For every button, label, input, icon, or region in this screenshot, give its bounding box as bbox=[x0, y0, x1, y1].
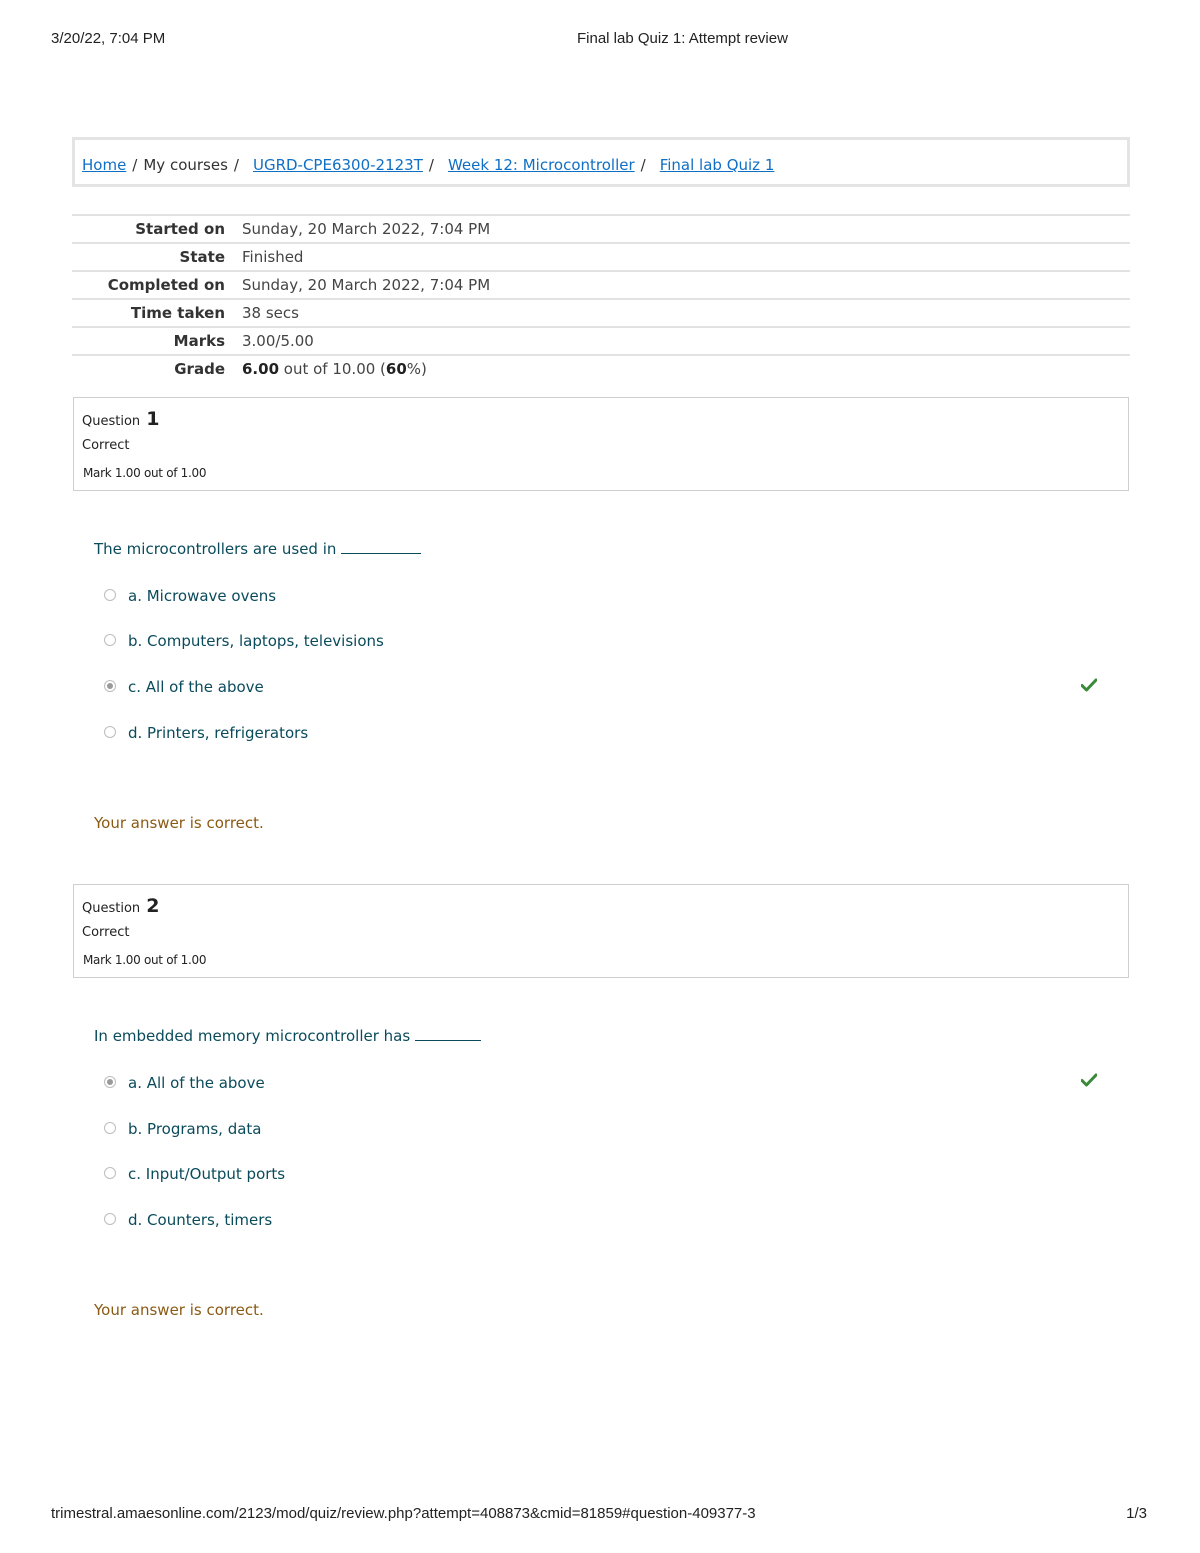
radio-button[interactable] bbox=[104, 1122, 116, 1134]
question-state: Correct bbox=[82, 438, 130, 453]
breadcrumb-separator: / bbox=[233, 156, 239, 174]
answer-option-label: c. All of the above bbox=[128, 678, 264, 696]
answer-blank bbox=[415, 1025, 481, 1041]
summary-row-completed bbox=[72, 271, 1130, 299]
summary-value bbox=[225, 355, 1130, 382]
answer-option-label: b. Computers, laptops, televisions bbox=[128, 632, 384, 650]
radio-button[interactable] bbox=[104, 1213, 116, 1225]
breadcrumb-my-courses: My courses bbox=[143, 156, 228, 174]
summary-label: Completed on bbox=[107, 276, 225, 294]
radio-button[interactable] bbox=[104, 589, 116, 601]
question-text bbox=[94, 1025, 481, 1045]
print-date: 3/20/22, 7:04 PM bbox=[51, 30, 166, 47]
answer-option-label: d. Printers, refrigerators bbox=[128, 724, 309, 742]
question-number-value: 1 bbox=[146, 408, 160, 430]
question-number bbox=[82, 895, 160, 917]
breadcrumb-separator: / bbox=[132, 156, 138, 174]
attempt-summary-table bbox=[72, 214, 1130, 382]
correct-check-icon bbox=[1081, 678, 1097, 692]
question-text bbox=[94, 538, 421, 558]
summary-value: 38 secs bbox=[242, 304, 299, 322]
summary-row-state bbox=[72, 243, 1130, 271]
summary-label: Time taken bbox=[130, 304, 225, 322]
question-number bbox=[82, 408, 160, 430]
summary-value: Sunday, 20 March 2022, 7:04 PM bbox=[242, 220, 491, 238]
question-mark: Mark 1.00 out of 1.00 bbox=[83, 466, 207, 480]
radio-button[interactable] bbox=[104, 726, 116, 738]
answer-option-label: b. Programs, data bbox=[128, 1120, 262, 1138]
radio-button-selected[interactable] bbox=[104, 680, 116, 692]
summary-value: Finished bbox=[242, 248, 304, 266]
summary-row-grade bbox=[72, 355, 1130, 382]
question-state: Correct bbox=[82, 925, 130, 940]
summary-row-marks bbox=[72, 327, 1130, 355]
breadcrumb-separator: / bbox=[640, 156, 646, 174]
breadcrumb-separator: / bbox=[428, 156, 434, 174]
answer-option-label: a. Microwave ovens bbox=[128, 587, 277, 605]
print-url: trimestral.amaesonline.com/2123/mod/quiz/review.php?attempt=408873&cmid=81859#question-409377-3 bbox=[51, 1505, 756, 1522]
answer-option-label: a. All of the above bbox=[128, 1074, 265, 1092]
question-info-box bbox=[73, 884, 1129, 978]
breadcrumb-quiz-link[interactable]: Final lab Quiz 1 bbox=[659, 156, 775, 174]
question-info-box bbox=[73, 397, 1129, 491]
grade-percent-end: %) bbox=[406, 360, 427, 378]
answer-feedback: Your answer is correct. bbox=[94, 1301, 264, 1319]
question-prefix: Question bbox=[82, 414, 141, 429]
question-text-content: In embedded memory microcontroller has bbox=[94, 1027, 411, 1045]
summary-row-time-taken bbox=[72, 299, 1130, 327]
summary-label: State bbox=[179, 248, 225, 266]
breadcrumb-box bbox=[72, 137, 1130, 187]
correct-check-icon bbox=[1081, 1073, 1097, 1087]
summary-value: Sunday, 20 March 2022, 7:04 PM bbox=[242, 276, 491, 294]
breadcrumb bbox=[82, 156, 774, 174]
summary-row-started bbox=[72, 215, 1130, 243]
radio-button[interactable] bbox=[104, 1167, 116, 1179]
print-footer bbox=[0, 1505, 1200, 1525]
print-header bbox=[0, 30, 1200, 50]
grade-percent: 60 bbox=[385, 360, 407, 378]
answer-option-label: d. Counters, timers bbox=[128, 1211, 273, 1229]
breadcrumb-home-link[interactable]: Home bbox=[82, 156, 127, 174]
answer-feedback: Your answer is correct. bbox=[94, 814, 264, 832]
question-prefix: Question bbox=[82, 901, 141, 916]
page-number: 1/3 bbox=[1126, 1505, 1147, 1522]
summary-value: 3.00/5.00 bbox=[242, 332, 314, 350]
summary-label: Marks bbox=[173, 332, 225, 350]
question-text-content: The microcontrollers are used in bbox=[94, 540, 337, 558]
summary-label: Grade bbox=[174, 360, 225, 378]
answer-blank bbox=[341, 538, 421, 554]
grade-score: 6.00 bbox=[242, 360, 280, 378]
radio-button-selected[interactable] bbox=[104, 1076, 116, 1088]
answer-option-label: c. Input/Output ports bbox=[128, 1165, 286, 1183]
question-number-value: 2 bbox=[146, 895, 160, 917]
breadcrumb-week-link[interactable]: Week 12: Microcontroller bbox=[447, 156, 635, 174]
radio-button[interactable] bbox=[104, 634, 116, 646]
print-title: Final lab Quiz 1: Attempt review bbox=[577, 30, 788, 47]
grade-out-of: out of 10.00 ( bbox=[279, 360, 386, 378]
summary-label: Started on bbox=[135, 220, 225, 238]
question-mark: Mark 1.00 out of 1.00 bbox=[83, 953, 207, 967]
breadcrumb-course-link[interactable]: UGRD-CPE6300-2123T bbox=[252, 156, 423, 174]
